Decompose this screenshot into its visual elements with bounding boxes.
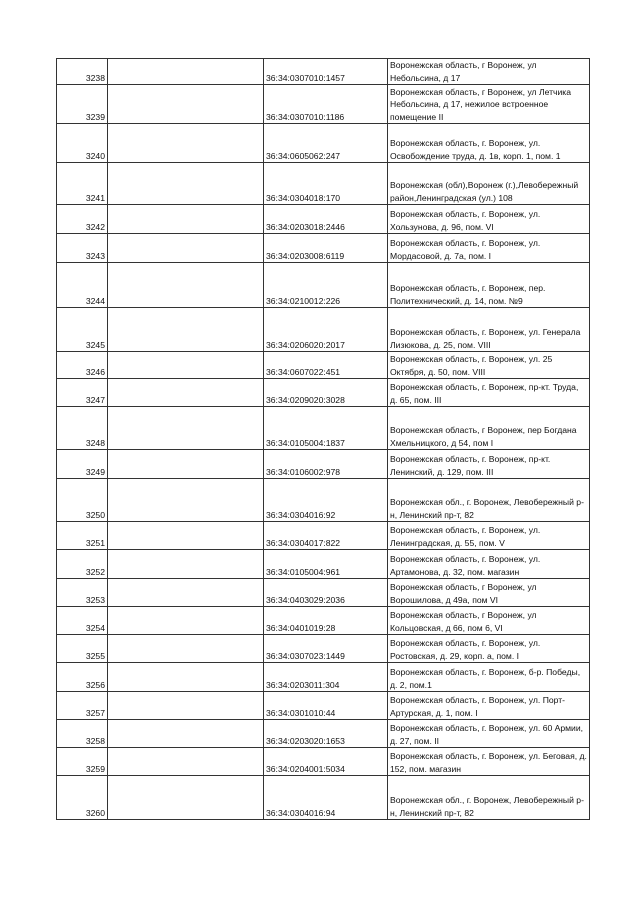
table-row xyxy=(57,692,590,720)
table-row xyxy=(57,124,590,163)
address-cell: Воронежская обл., г. Воронеж, Левобережный р-н, Ленинский пр-т, 82 xyxy=(388,479,590,522)
row-number-cell: 3260 xyxy=(57,776,108,820)
cadastral-number-cell: 36:34:0607022:451 xyxy=(264,352,388,379)
address-cell: Воронежская область, г. Воронеж, б-р. Победы, д. 2, пом.1 xyxy=(388,663,590,692)
row-number-cell: 3248 xyxy=(57,407,108,450)
empty-cell xyxy=(108,352,264,379)
cadastral-number-cell: 36:34:0401019:28 xyxy=(264,607,388,635)
cadastral-number-cell: 36:34:0105004:1837 xyxy=(264,407,388,450)
table-row xyxy=(57,352,590,379)
empty-cell xyxy=(108,720,264,748)
row-number-cell: 3252 xyxy=(57,550,108,579)
cadastral-number-cell: 36:34:0403029:2036 xyxy=(264,579,388,607)
table-row xyxy=(57,59,590,85)
address-cell: Воронежская область, г. Воронеж, ул. Беговая, д. 152, пом. магазин xyxy=(388,748,590,776)
cadastral-number-cell: 36:34:0307010:1186 xyxy=(264,85,388,124)
address-cell: Воронежская область, г. Воронеж, ул. Ростовская, д. 29, корп. а, пом. I xyxy=(388,635,590,663)
row-number-cell: 3241 xyxy=(57,163,108,205)
address-cell: Воронежская область, г Воронеж, пер Богдана Хмельницкого, д 54, пом I xyxy=(388,407,590,450)
table-row xyxy=(57,379,590,407)
row-number-cell: 3254 xyxy=(57,607,108,635)
row-number-cell: 3256 xyxy=(57,663,108,692)
cadastral-number-cell: 36:34:0203011:304 xyxy=(264,663,388,692)
row-number-cell: 3249 xyxy=(57,450,108,479)
empty-cell xyxy=(108,234,264,263)
cadastral-number-cell: 36:34:0106002:978 xyxy=(264,450,388,479)
address-cell: Воронежская область, г. Воронеж, пр-кт. Ленинский, д. 129, пом. III xyxy=(388,450,590,479)
empty-cell xyxy=(108,308,264,352)
table-row xyxy=(57,550,590,579)
row-number-cell: 3257 xyxy=(57,692,108,720)
empty-cell xyxy=(108,635,264,663)
table-row xyxy=(57,522,590,550)
cadastral-number-cell: 36:34:0304016:94 xyxy=(264,776,388,820)
address-cell: Воронежская обл., г. Воронеж, Левобережный р-н, Ленинский пр-т, 82 xyxy=(388,776,590,820)
cadastral-number-cell: 36:34:0605062:247 xyxy=(264,124,388,163)
address-cell: Воронежская область, г. Воронеж, пр-кт. Труда, д. 65, пом. III xyxy=(388,379,590,407)
empty-cell xyxy=(108,450,264,479)
table-row xyxy=(57,776,590,820)
cadastral-number-cell: 36:34:0307023:1449 xyxy=(264,635,388,663)
empty-cell xyxy=(108,85,264,124)
address-cell: Воронежская область, г. Воронеж, ул. Порт-Артурская, д. 1, пом. I xyxy=(388,692,590,720)
empty-cell xyxy=(108,59,264,85)
table-body xyxy=(57,59,590,820)
table-row xyxy=(57,85,590,124)
empty-cell xyxy=(108,550,264,579)
empty-cell xyxy=(108,663,264,692)
table-row xyxy=(57,407,590,450)
table-row xyxy=(57,663,590,692)
table-row xyxy=(57,308,590,352)
row-number-cell: 3251 xyxy=(57,522,108,550)
empty-cell xyxy=(108,163,264,205)
cadastral-number-cell: 36:34:0206020:2017 xyxy=(264,308,388,352)
address-cell: Воронежская область, г Воронеж, ул Кольцовская, д 66, пом 6, VI xyxy=(388,607,590,635)
address-cell: Воронежская область, г. Воронеж, ул. Артамонова, д. 32, пом. магазин xyxy=(388,550,590,579)
empty-cell xyxy=(108,522,264,550)
cadastral-number-cell: 36:34:0210012:226 xyxy=(264,263,388,308)
row-number-cell: 3253 xyxy=(57,579,108,607)
cadastral-number-cell: 36:34:0203020:1653 xyxy=(264,720,388,748)
table-row xyxy=(57,720,590,748)
address-cell: Воронежская область, г. Воронеж, ул. Мордасовой, д. 7а, пом. I xyxy=(388,234,590,263)
cadastral-number-cell: 36:34:0204001:5034 xyxy=(264,748,388,776)
address-cell: Воронежская область, г. Воронеж, ул. Генерала Лизюкова, д. 25, пом. VIII xyxy=(388,308,590,352)
cadastral-number-cell: 36:34:0209020:3028 xyxy=(264,379,388,407)
table-row xyxy=(57,263,590,308)
row-number-cell: 3242 xyxy=(57,205,108,234)
row-number-cell: 3245 xyxy=(57,308,108,352)
empty-cell xyxy=(108,379,264,407)
empty-cell xyxy=(108,692,264,720)
row-number-cell: 3239 xyxy=(57,85,108,124)
address-cell: Воронежская (обл),Воронеж (г.),Левобережный район,Ленинградская (ул.) 108 xyxy=(388,163,590,205)
cadastral-number-cell: 36:34:0304017:822 xyxy=(264,522,388,550)
empty-cell xyxy=(108,124,264,163)
address-cell: Воронежская область, г Воронеж, ул Небольсина, д 17 xyxy=(388,59,590,85)
empty-cell xyxy=(108,263,264,308)
empty-cell xyxy=(108,607,264,635)
row-number-cell: 3258 xyxy=(57,720,108,748)
address-cell: Воронежская область, г. Воронеж, ул. Освобождение труда, д. 1в, корп. 1, пом. 1 xyxy=(388,124,590,163)
row-number-cell: 3247 xyxy=(57,379,108,407)
address-cell: Воронежская область, г. Воронеж, ул. 25 Октября, д. 50, пом. VIII xyxy=(388,352,590,379)
cadastral-number-cell: 36:34:0105004:961 xyxy=(264,550,388,579)
address-cell: Воронежская область, г. Воронеж, пер. Политехнический, д. 14, пом. №9 xyxy=(388,263,590,308)
cadastral-number-cell: 36:34:0203008:6119 xyxy=(264,234,388,263)
cadastral-number-cell: 36:34:0304018:170 xyxy=(264,163,388,205)
cadastral-number-cell: 36:34:0304016:92 xyxy=(264,479,388,522)
cadastral-number-cell: 36:34:0301010:44 xyxy=(264,692,388,720)
table-row xyxy=(57,205,590,234)
table-row xyxy=(57,607,590,635)
table-row xyxy=(57,579,590,607)
address-cell: Воронежская область, г Воронеж, ул Летчика Небольсина, д 17, нежилое встроенное помещение II xyxy=(388,85,590,124)
cadastral-number-cell: 36:34:0307010:1457 xyxy=(264,59,388,85)
empty-cell xyxy=(108,205,264,234)
row-number-cell: 3244 xyxy=(57,263,108,308)
empty-cell xyxy=(108,776,264,820)
row-number-cell: 3243 xyxy=(57,234,108,263)
address-cell: Воронежская область, г. Воронеж, ул. 60 Армии, д. 27, пом. II xyxy=(388,720,590,748)
address-cell: Воронежская область, г. Воронеж, ул. Хользунова, д. 96, пом. VI xyxy=(388,205,590,234)
table-row xyxy=(57,234,590,263)
table-row xyxy=(57,450,590,479)
empty-cell xyxy=(108,579,264,607)
empty-cell xyxy=(108,407,264,450)
table-row xyxy=(57,163,590,205)
row-number-cell: 3259 xyxy=(57,748,108,776)
address-cell: Воронежская область, г. Воронеж, ул. Ленинградская, д. 55, пом. V xyxy=(388,522,590,550)
empty-cell xyxy=(108,479,264,522)
address-cell: Воронежская область, г Воронеж, ул Ворошилова, д 49а, пом VI xyxy=(388,579,590,607)
table-row xyxy=(57,479,590,522)
table-row xyxy=(57,748,590,776)
row-number-cell: 3238 xyxy=(57,59,108,85)
row-number-cell: 3240 xyxy=(57,124,108,163)
property-register-table xyxy=(56,58,590,820)
row-number-cell: 3246 xyxy=(57,352,108,379)
row-number-cell: 3250 xyxy=(57,479,108,522)
row-number-cell: 3255 xyxy=(57,635,108,663)
cadastral-number-cell: 36:34:0203018:2446 xyxy=(264,205,388,234)
table-row xyxy=(57,635,590,663)
empty-cell xyxy=(108,748,264,776)
